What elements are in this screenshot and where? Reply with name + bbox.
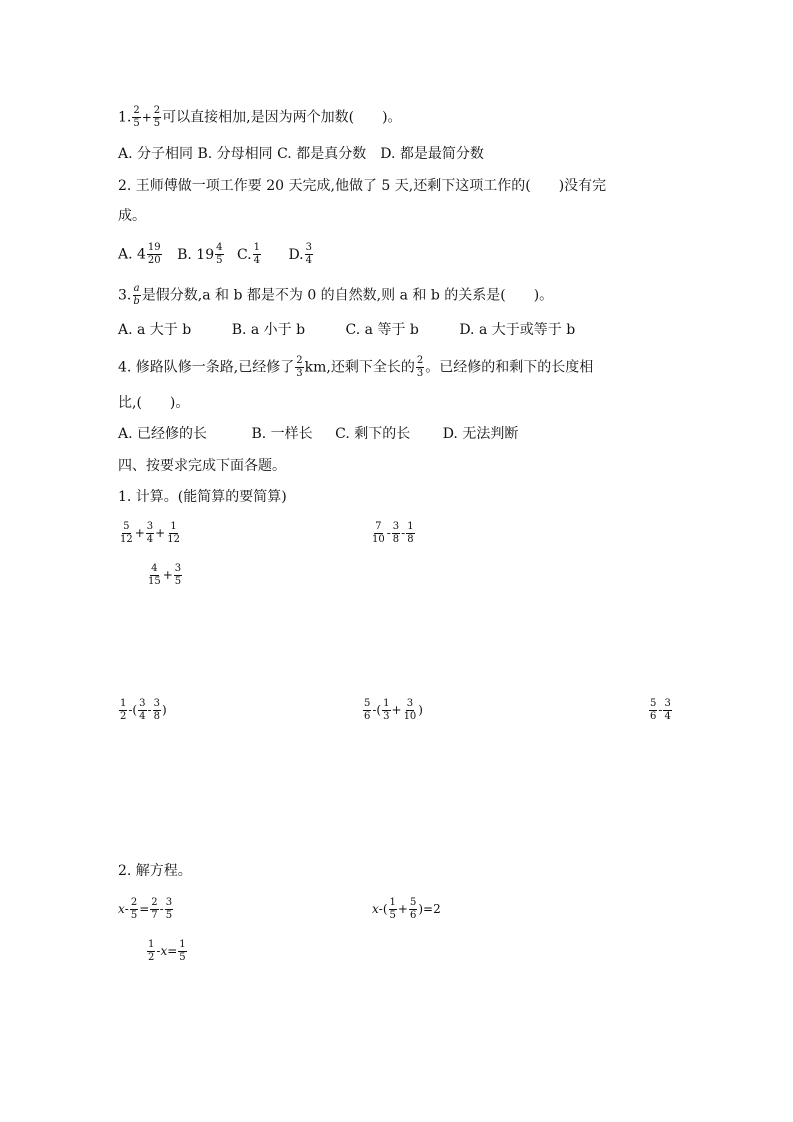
denominator: 3 [416, 368, 424, 379]
denominator: 8 [153, 711, 160, 722]
denominator: 7 [151, 910, 158, 921]
fraction [392, 522, 400, 545]
numerator: 3 [165, 897, 173, 908]
question-2-line2: 成。 [118, 208, 146, 224]
calc-expr-4 [118, 699, 167, 722]
denominator: 2 [120, 711, 127, 722]
operator: -( [378, 902, 388, 916]
operator: - [147, 703, 152, 717]
fraction [253, 243, 261, 266]
numerator: 2 [416, 355, 424, 366]
denominator: 8 [407, 534, 414, 545]
numerator: 7 [375, 521, 382, 532]
operator: - [156, 944, 161, 958]
fraction [178, 940, 186, 963]
denominator: 5 [130, 910, 138, 921]
numerator: 2 [296, 355, 303, 366]
denominator: 4 [305, 255, 313, 266]
fraction [166, 522, 181, 545]
question-3: 3. $\frac{a}{b}$ 是假分数,a 和 b 都是不为 0 的自然数,则 a 和 b 的关系是( )。 [118, 283, 554, 307]
denominator: 5 [153, 118, 161, 129]
denominator: 6 [409, 910, 417, 921]
operator: + [162, 568, 173, 582]
numerator: 5 [364, 698, 371, 709]
fraction [153, 699, 161, 722]
denominator: 4 [664, 711, 671, 722]
denominator: 15 [148, 576, 161, 587]
subheading-calc: 1. 计算。(能简算的要简算) [118, 489, 287, 505]
numerator: 4 [216, 242, 223, 253]
numerator: 1 [407, 521, 414, 532]
calc-expr-2 [370, 522, 416, 545]
fraction [138, 699, 146, 722]
calc-expr-5 [362, 699, 423, 722]
fraction [403, 699, 418, 722]
numerator: 3 [392, 521, 400, 532]
numerator: 2 [153, 105, 161, 116]
fraction [382, 699, 390, 722]
numerator: 3 [406, 698, 414, 709]
fraction [119, 522, 134, 545]
numerator: 1 [383, 698, 390, 709]
numerator: a [133, 283, 140, 294]
numerator: 1 [170, 521, 177, 532]
operator: -( [372, 703, 382, 717]
fraction [153, 106, 161, 129]
fraction [150, 898, 158, 921]
denominator: 10 [403, 711, 417, 722]
fraction [389, 898, 397, 921]
numerator: 5 [123, 521, 130, 532]
numerator: 2 [133, 105, 140, 116]
operator: ) [418, 703, 423, 717]
fraction [147, 940, 155, 963]
operator: + [141, 110, 152, 125]
fraction [147, 564, 162, 587]
fraction [132, 106, 140, 129]
question-4-line2: 比,( )。 [118, 395, 190, 411]
denominator: 5 [179, 952, 186, 963]
numerator: 2 [151, 897, 158, 908]
numerator: 2 [130, 897, 138, 908]
numerator: 1 [389, 897, 396, 908]
section-heading: 四、按要求完成下面各题。 [118, 458, 286, 474]
question-4-line1: 4. 修路队修一条路,已经修了 $\frac{2}{3}$ km,还剩下全长的 $\frac{2}{3}$ 。已经修的和剩下的长度相 [118, 355, 594, 379]
question-4-options: A. 已经修的长 B. 一样长 C. 剩下的长 D. 无法判断 [118, 426, 519, 442]
denominator: 12 [120, 534, 133, 545]
operator: + [155, 526, 166, 540]
operator: - [386, 526, 391, 540]
fraction [146, 522, 154, 545]
denominator: 4 [146, 534, 154, 545]
numerator: 1 [179, 939, 186, 950]
fraction [409, 898, 417, 921]
operator: ) [418, 902, 424, 916]
operator: + [397, 902, 408, 916]
question-3-options: A. a 大于 b B. a 小于 b C. a 等于 b D. a 大于或等于 b [118, 322, 576, 338]
denominator: 3 [383, 711, 390, 722]
fraction [165, 898, 173, 921]
numerator: 19 [147, 242, 161, 253]
operator: - [658, 703, 663, 717]
fraction [416, 356, 424, 379]
operator: = [139, 902, 150, 916]
fraction [663, 699, 671, 722]
numerator: 5 [409, 897, 417, 908]
fraction [147, 243, 162, 266]
operator: - [401, 526, 406, 540]
operator: - [124, 902, 129, 916]
equation-3 [146, 940, 188, 963]
calc-expr-1 [118, 522, 182, 545]
denominator: 2 [148, 952, 155, 963]
numerator: 3 [174, 563, 182, 574]
fraction [119, 699, 127, 722]
denominator: 5 [165, 910, 173, 921]
numerator: 1 [253, 242, 260, 253]
denominator: 20 [147, 255, 161, 266]
variable: x [118, 902, 125, 916]
denominator: 4 [253, 255, 260, 266]
numerator: 3 [139, 698, 146, 709]
numerator: 3 [153, 698, 160, 709]
calc-expr-6 [648, 699, 673, 722]
subheading-equations: 2. 解方程。 [118, 863, 192, 879]
calc-expr-3 [146, 564, 183, 587]
fraction [174, 564, 182, 587]
numerator: 1 [120, 698, 127, 709]
fraction [132, 284, 140, 307]
denominator: 6 [364, 711, 371, 722]
numerator: 3 [664, 698, 671, 709]
fraction [371, 522, 386, 545]
operator: ) [161, 703, 167, 717]
denominator: 5 [389, 910, 396, 921]
equation-2 [372, 898, 441, 921]
numerator: 4 [151, 563, 158, 574]
operator: + [391, 703, 402, 717]
operator: + [134, 526, 145, 540]
operator: =2 [423, 902, 441, 916]
variable: x [372, 902, 379, 916]
denominator: 10 [372, 534, 385, 545]
fraction [363, 699, 371, 722]
numerator: 1 [148, 939, 155, 950]
fraction [295, 356, 303, 379]
fraction [406, 522, 414, 545]
operator: - [159, 902, 164, 916]
fraction [215, 243, 223, 266]
variable: x [160, 944, 168, 958]
question-2-options: A. 4 $\frac{19}{20}$ B. 19 $\frac{4}{5}$ C. $\frac{1}{4}$ D. $\frac{3}{4}$ [118, 242, 313, 266]
fraction [130, 898, 138, 921]
denominator: 12 [167, 534, 180, 545]
question-2-line1: 2. 王师傅做一项工作要 20 天完成,他做了 5 天,还剩下这项工作的( )没有完 [118, 178, 607, 194]
operator: -( [128, 703, 138, 717]
numerator: 3 [305, 242, 313, 253]
fraction [649, 699, 657, 722]
numerator: 3 [146, 521, 154, 532]
denominator: 5 [133, 118, 140, 129]
question-1-options: A. 分子相同 B. 分母相同 C. 都是真分数 D. 都是最简分数 [118, 146, 484, 162]
denominator: 5 [174, 576, 182, 587]
operator: = [167, 944, 178, 958]
equation-1 [118, 898, 174, 921]
numerator: 5 [650, 698, 657, 709]
denominator: b [133, 296, 140, 307]
denominator: 6 [650, 711, 657, 722]
denominator: 3 [296, 368, 303, 379]
question-1: 1. $\frac{2}{5}$ + $\frac{2}{5}$ 可以直接相加,是因为两个加数( )。 [118, 105, 402, 129]
denominator: 8 [392, 534, 400, 545]
fraction [305, 243, 313, 266]
denominator: 5 [216, 255, 223, 266]
denominator: 4 [139, 711, 146, 722]
